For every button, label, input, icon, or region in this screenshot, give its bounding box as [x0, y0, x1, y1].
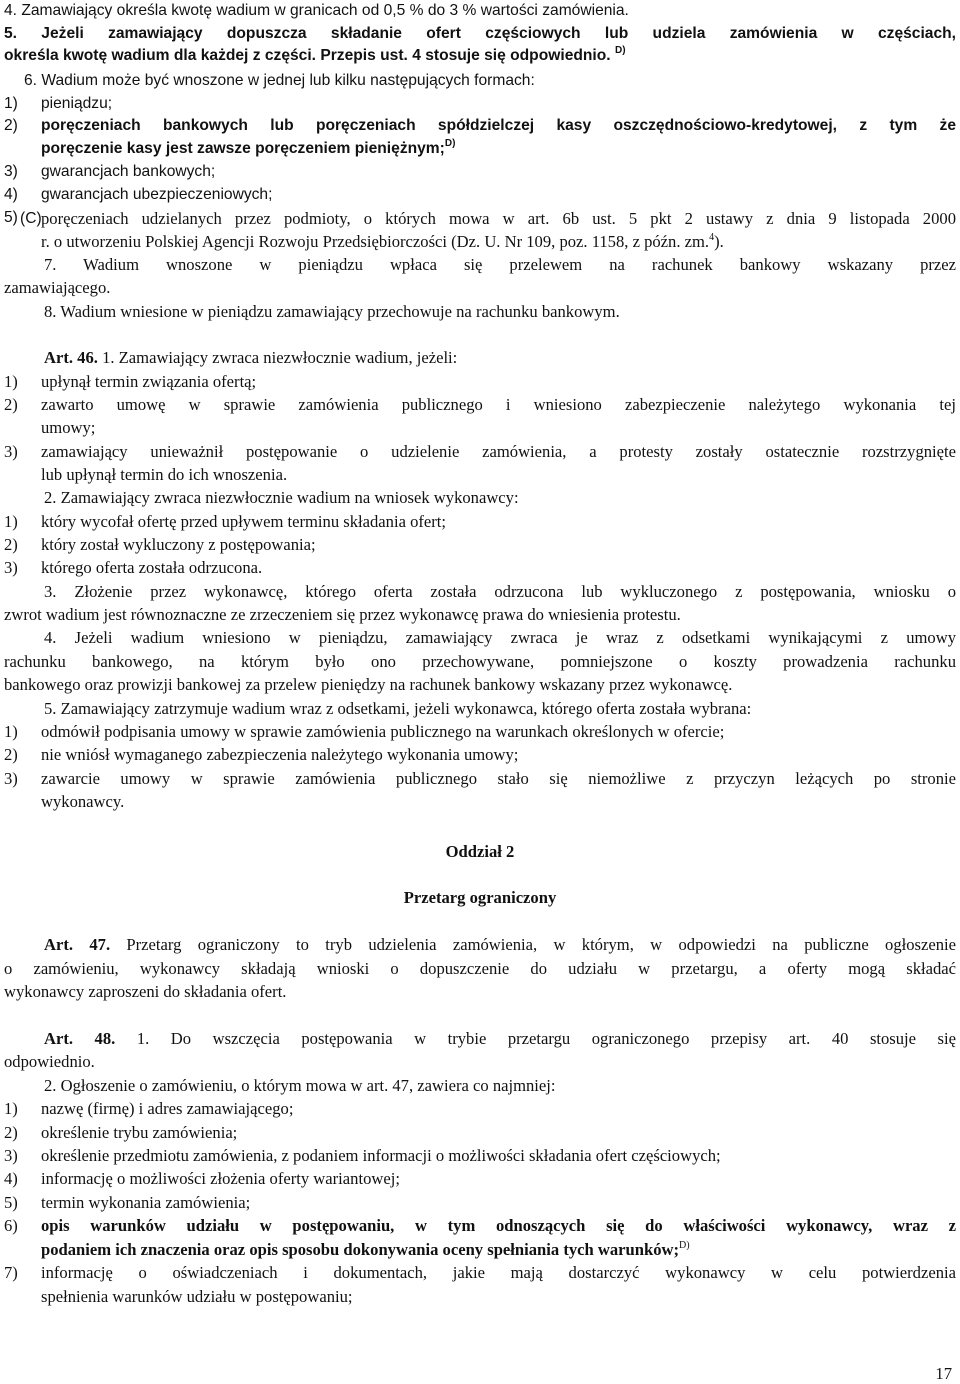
item-number: 2) — [4, 535, 18, 554]
art-47-line-1 — [44, 935, 956, 955]
para-text: 2. Zamawiający zwraca niezwłocznie wadium na wniosek wykonawcy: — [44, 488, 519, 507]
para-6-text: 6. Wadium może być wnoszone w jednej lub kilku następujących formach: — [24, 72, 535, 89]
item-text-end: ). — [714, 232, 724, 251]
article-text: 1. Zamawiający zwraca niezwłocznie wadium, jeżeli: — [97, 348, 458, 367]
footnote-marker: D) — [679, 1240, 690, 1251]
item-text-1: poręczeniach bankowych lub poręczeniach spółdzielczej kasy oszczędnościowo-kredytowej, z tym że — [41, 117, 956, 134]
item-text: określenie trybu zamówienia; — [41, 1123, 238, 1142]
para-8 — [44, 302, 620, 322]
para-5-line-2 — [4, 47, 626, 65]
item-text: upłynął termin związania ofertą; — [41, 372, 257, 391]
article-label: Art. 47. — [44, 935, 111, 954]
item-text: gwarancjach ubezpieczeniowych; — [41, 186, 273, 203]
item-text-2: poręczenie kasy jest zawsze poręczeniem pieniężnym; — [41, 140, 445, 157]
article-label: Art. 48. — [44, 1029, 116, 1048]
item-number: 1) — [4, 95, 18, 112]
art-46-p5-item-3-line-2 — [41, 792, 124, 812]
art-46-heading — [44, 348, 457, 368]
para-4 — [4, 2, 629, 20]
item-text-1: zawarto umowę w sprawie zamówienia publicznego i wniesiono zabezpieczenie należytego wykonania tej — [41, 395, 956, 414]
item-number: 7) — [4, 1263, 18, 1282]
item-number: 2) — [4, 395, 18, 414]
para-7-line-1 — [44, 255, 956, 275]
item-number: 6) — [4, 1216, 18, 1235]
item-text-2: r. o utworzeniu Polskiej Agencji Rozwoju Przedsiębiorczości (Dz. U. Nr 109, poz. 1158, z późn. zm. — [41, 232, 710, 251]
item-number: 4) — [4, 1169, 18, 1188]
item-text: którego oferta została odrzucona. — [41, 558, 263, 577]
art-48-item-7-line-2 — [41, 1287, 353, 1307]
form-item-5-line-2 — [41, 232, 724, 252]
item-text: który wycofał ofertę przed upływem terminu składania ofert; — [41, 512, 447, 531]
art-48-para-2 — [44, 1076, 556, 1096]
para-4-text: 4. Zamawiający określa kwotę wadium w granicach od 0,5 % do 3 % wartości zamówienia. — [4, 2, 629, 19]
item-number: 2) — [4, 1123, 18, 1142]
item-number: 3) — [4, 442, 18, 461]
page-number: 17 — [935, 1364, 952, 1383]
para-7-line-2 — [4, 278, 110, 298]
section-heading: Oddział 2 — [445, 842, 515, 861]
article-text-2: o zamówieniu, wykonawcy składają wnioski o dopuszczenie do udziału w przetargu, a oferty mogą składać — [4, 959, 956, 978]
item-text-1: poręczeniach udzielanych przez podmioty, o których mowa w art. 6b ust. 5 pkt 2 ustawy z dnia 9 listopada 2000 — [41, 209, 956, 228]
art-48-line-1 — [44, 1029, 956, 1049]
art-47-line-2 — [4, 959, 956, 979]
item-text-1: opis warunków udziału w postępowaniu, w tym odnoszących się do właściwości wykonawcy, wraz z — [41, 1216, 956, 1235]
art-48-item-6-line-2 — [41, 1240, 690, 1260]
footnote-ref: 4 — [709, 232, 715, 243]
item-text: nie wniósł wymaganego zabezpieczenia należytego wykonania umowy; — [41, 745, 519, 764]
article-text-1: 1. Do wszczęcia postępowania w trybie przetargu ograniczonego przepisy art. 40 stosuje się — [115, 1029, 956, 1048]
item-number: 1) — [4, 372, 18, 391]
item-text-2: lub upłynął termin do ich wnoszenia. — [41, 465, 288, 484]
art-46-para-4-line-2 — [4, 652, 956, 672]
item-text: termin wykonania zamówienia; — [41, 1193, 251, 1212]
para-text-2: zwrot wadium jest równoznaczne ze zrzeczeniem się przez wykonawcę prawa do wniesienia protestu. — [4, 605, 681, 624]
item-text-2: umowy; — [41, 418, 96, 437]
art-47-line-3 — [4, 982, 286, 1002]
para-5-text-2: określa kwotę wadium dla każdej z części. Przepis ust. 4 stosuje się odpowiednio. — [4, 47, 611, 64]
item-text-2: spełnienia warunków udziału w postępowaniu; — [41, 1287, 353, 1306]
para-text-1: 3. Złożenie przez wykonawcę, którego oferta została odrzucona lub wykluczonego z postępowania, wniosku o — [44, 582, 956, 601]
art-46-para-3-line-2 — [4, 605, 681, 625]
para-5-text-1: 5. Jeżeli zamawiający dopuszcza składanie ofert częściowych lub udziela zamówienia w częściach, — [4, 25, 956, 42]
item-number: 4) — [4, 186, 18, 203]
para-text: 2. Ogłoszenie o zamówieniu, o którym mowa w art. 47, zawiera co najmniej: — [44, 1076, 556, 1095]
form-item-2-line-2 — [41, 140, 455, 158]
art-46-para-3-line-1 — [44, 582, 956, 602]
art-46-para-4-line-1 — [44, 628, 956, 648]
art-46-item-2-line-2 — [41, 418, 95, 438]
para-text: 5. Zamawiający zatrzymuje wadium wraz z odsetkami, jeżeli wykonawca, którego oferta została wybrana: — [44, 699, 752, 718]
art-46-para-4-line-3 — [4, 675, 732, 695]
item-number: 2) — [4, 117, 18, 134]
item-text: który został wykluczony z postępowania; — [41, 535, 316, 554]
item-text-2: podaniem ich znaczenia oraz opis sposobu dokonywania oceny spełniania tych warunków; — [41, 1240, 680, 1259]
article-text-1: Przetarg ograniczony to tryb udzielenia zamówienia, w którym, w odpowiedzi na publiczne ogłoszenie — [110, 935, 956, 954]
art-48-line-2 — [4, 1052, 95, 1072]
art-46-item-3-line-2 — [41, 465, 287, 485]
item-number: 3) — [4, 163, 18, 180]
para-text-1: 4. Jeżeli wadium wniesiono w pieniądzu, zamawiający zwraca je wraz z odsetkami wynikającymi z umowy — [44, 628, 956, 647]
item-text: gwarancjach bankowych; — [41, 163, 216, 180]
item-number: 2) — [4, 745, 18, 764]
item-text: informację o możliwości złożenia oferty wariantowej; — [41, 1169, 400, 1188]
para-text-2: rachunku bankowego, na którym było ono przechowywane, pomniejszone o koszty prowadzenia rachunku — [4, 652, 956, 671]
item-number: 3) — [4, 769, 18, 788]
article-text-2: odpowiednio. — [4, 1052, 95, 1071]
para-text-3: bankowego oraz prowizji bankowej za przelew pieniędzy na rachunek bankowy wskazany przez wykonawcę. — [4, 675, 733, 694]
para-7-text-2: zamawiającego. — [4, 278, 111, 297]
item-number: 5) — [4, 209, 18, 226]
section-title: Przetarg ograniczony — [403, 888, 557, 907]
item-number: 3) — [4, 1146, 18, 1165]
item-text: nazwę (firmę) i adres zamawiającego; — [41, 1099, 294, 1118]
item-text-1: zawarcie umowy w sprawie zamówienia publicznego stało się niemożliwe z przyczyn leżących po stronie — [41, 769, 956, 788]
item-text-1: zamawiający unieważnił postępowanie o udzielenie zamówienia, a protesty zostały ostatecznie rozstrzygnięte — [41, 442, 956, 461]
item-number: 1) — [4, 722, 18, 741]
para-8-text: 8. Wadium wniesione w pieniądzu zamawiający przechowuje na rachunku bankowym. — [44, 302, 620, 321]
item-text: określenie przedmiotu zamówienia, z podaniem informacji o możliwości składania ofert częściowych; — [41, 1146, 721, 1165]
para-6 — [24, 72, 535, 90]
para-5-line-1 — [4, 25, 956, 43]
item-number: 1) — [4, 1099, 18, 1118]
article-label: Art. 46. — [44, 348, 98, 367]
item-text: pieniądzu; — [41, 95, 113, 112]
item-number: 1) — [4, 512, 18, 531]
para-7-text-1: 7. Wadium wnoszone w pieniądzu wpłaca się przelewem na rachunek bankowy wskazany przez — [44, 255, 956, 274]
article-text-3: wykonawcy zaproszeni do składania ofert. — [4, 982, 287, 1001]
item-text-2: wykonawcy. — [41, 792, 125, 811]
footnote-marker: D) — [444, 138, 456, 149]
footnote-marker: D) — [614, 45, 626, 56]
art-46-para-2 — [44, 488, 519, 508]
art-46-para-5 — [44, 699, 751, 719]
item-number: 5) — [4, 1193, 18, 1212]
item-text: odmówił podpisania umowy w sprawie zamówienia publicznego na warunkach określonych w ofercie; — [41, 722, 725, 741]
item-text-1: informację o oświadczeniach i dokumentach, jakie mają dostarczyć wykonawcy w celu potwierdzenia — [41, 1263, 956, 1282]
item-number: 3) — [4, 558, 18, 577]
